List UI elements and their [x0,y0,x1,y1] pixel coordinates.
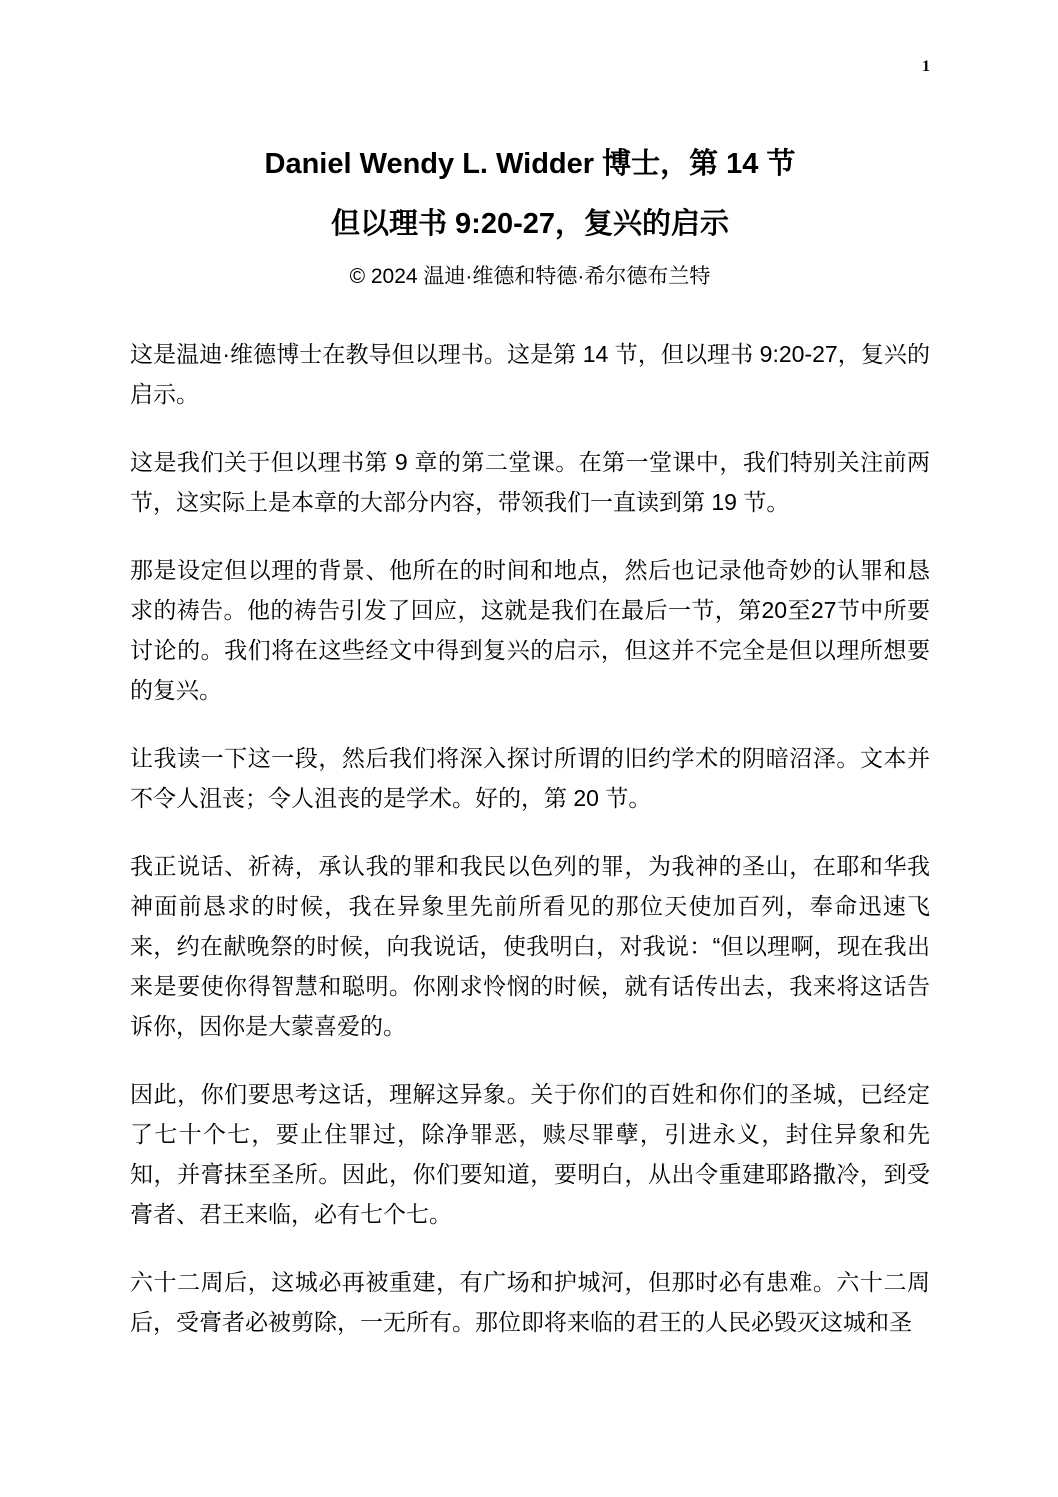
document-subtitle: 但以理书 9:20-27，复兴的启示 [330,208,729,240]
paragraph-6: 因此，你们要思考这话，理解这异象。关于你们的百姓和你们的圣城，已经定了七十个七，要止住罪过，除净罪恶，赎尽罪孽，引进永义，封住异象和先知，并膏抹至圣所。因此，你们要知道，要明白，从出令重建耶路撒冷，到受膏者、君王来临，必有七个七。 [130,1081,930,1227]
paragraph-3: 那是设定但以理的背景、他所在的时间和地点，然后也记录他奇妙的认罪和恳求的祷告。他的祷告引发了回应，这就是我们在最后一节，第20至27节中所要讨论的。我们将在这些经文中得到复兴的启示，但这并不完全是但以理所想要的复兴。 [130,557,930,703]
paragraph-5: 我正说话、祈祷，承认我的罪和我民以色列的罪，为我神的圣山，在耶和华我神面前恳求的时候，我在异象里先前所看见的那位天使加百列，奉命迅速飞来，约在献晚祭的时候，向我说话，使我明白，对我说：“但以理啊，现在我出来是要使你得智慧和聪明。你刚求怜悯的时候，就有话传出去，我来将这话告诉你，因你是大蒙喜爱的。 [130,853,930,1039]
paragraph-1: 这是温迪·维德博士在教导但以理书。这是第 14 节，但以理书 9:20-27，复兴的启示。 [130,341,930,407]
paragraph-7: 六十二周后，这城必再被重建，有广场和护城河，但那时必有患难。六十二周后，受膏者必被剪除，一无所有。那位即将来临的君王的人民必毁灭这城和圣 [130,1269,930,1335]
paragraph-4: 让我读一下这一段，然后我们将深入探讨所谓的旧约学术的阴暗沼泽。文本并不令人沮丧；令人沮丧的是学术。好的，第 20 节。 [130,745,930,811]
page-number: 1 [922,58,930,75]
copyright-line: © 2024 温迪·维德和特德·希尔德布兰特 [349,265,711,288]
document-title: Daniel Wendy L. Widder 博士，第 14 节 [264,148,796,180]
paragraph-2: 这是我们关于但以理书第 9 章的第二堂课。在第一堂课中，我们特别关注前两节，这实际上是本章的大部分内容，带领我们一直读到第 19 节。 [130,449,930,515]
document-body [130,334,930,1342]
